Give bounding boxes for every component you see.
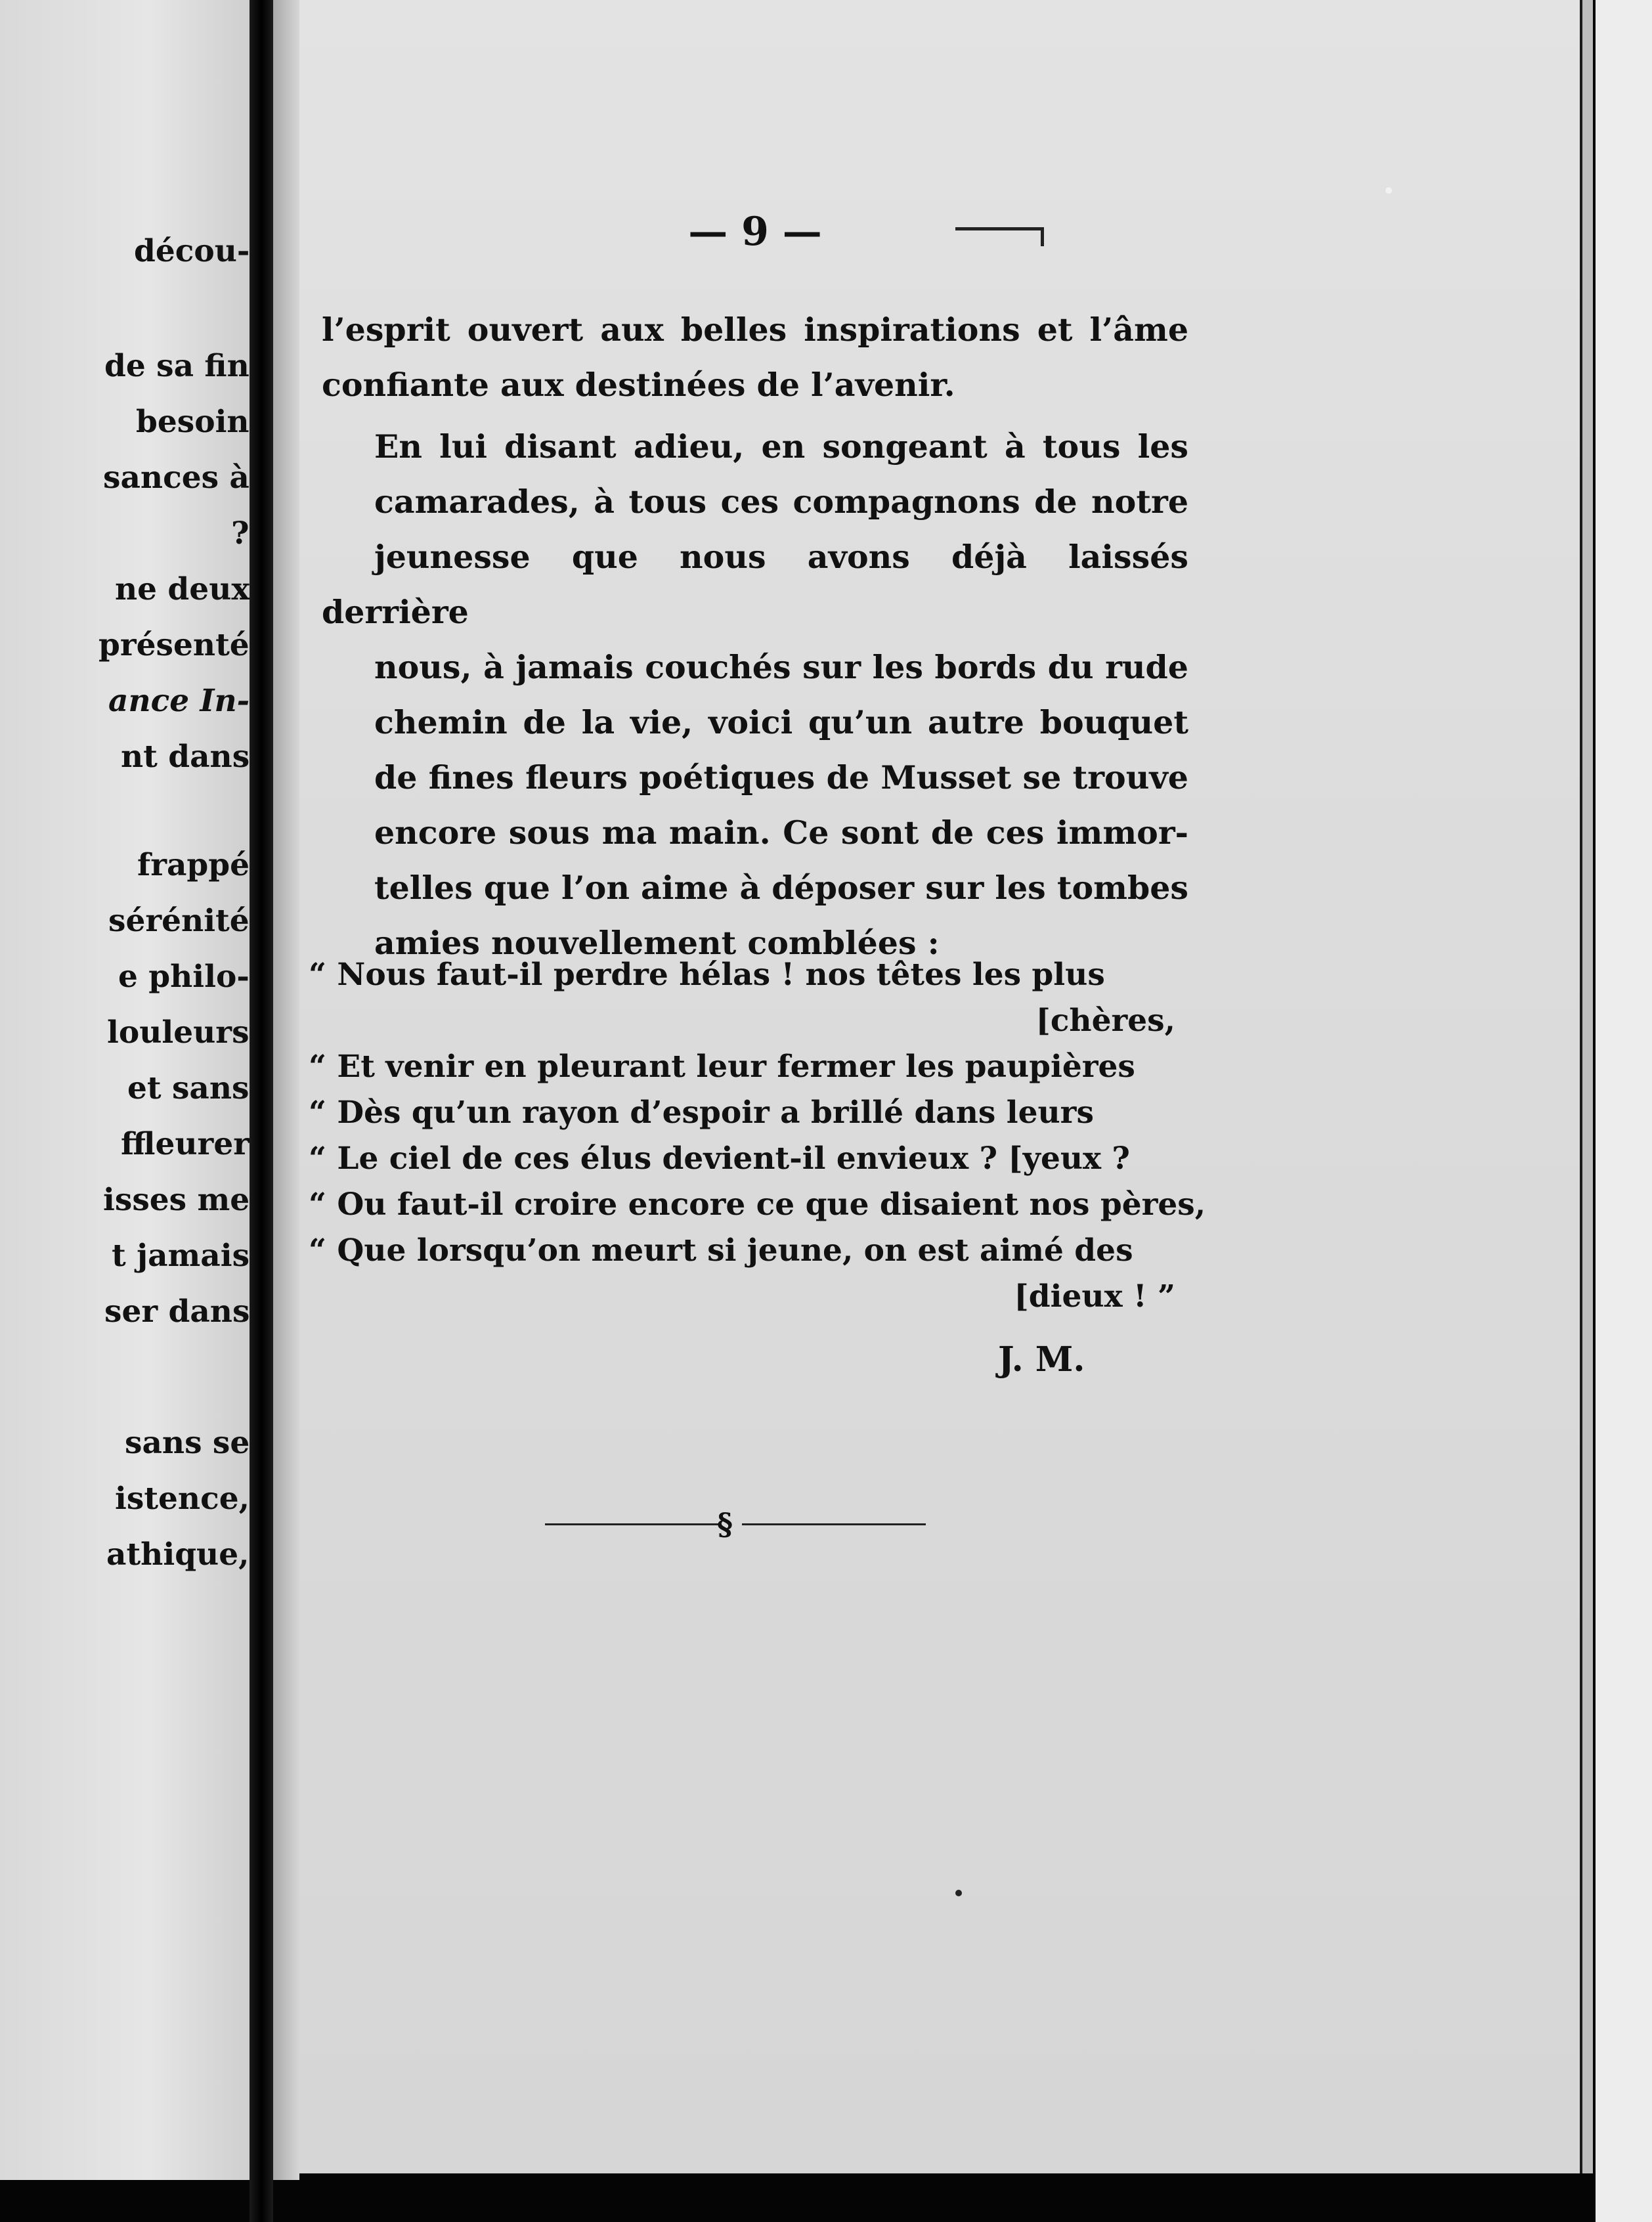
- paper-speck: [1385, 187, 1392, 194]
- verse-line: “ Le ciel de ces élus devient-il envieux ? [yeux ?: [309, 1141, 1130, 1177]
- verse-line: “ Que lorsqu’on meurt si jeune, on est aimé des: [309, 1232, 1133, 1269]
- body-text: [322, 302, 1188, 970]
- previous-page-line: décou-: [134, 233, 250, 269]
- ink-speck: [955, 1890, 962, 1896]
- text-line: chemin de la vie, voici qu’un autre bouquet: [374, 703, 1188, 741]
- text-line: de fines fleurs poétiques de Musset se trouve: [374, 758, 1188, 796]
- previous-page-line: sans se: [125, 1425, 250, 1461]
- text-line: camarades, à tous ces compagnons de notre: [374, 483, 1188, 521]
- previous-page-line: ?: [231, 515, 250, 552]
- text-line: jeunesse que nous avons déjà laissés derrière: [322, 538, 1188, 631]
- previous-page-line: ffleurer: [121, 1126, 250, 1162]
- previous-page-line: ser dans: [104, 1294, 250, 1330]
- previous-page-line: athique,: [106, 1536, 250, 1573]
- text-line: telles que l’on aime à déposer sur les tombes: [374, 869, 1189, 907]
- previous-page-line: isses me: [103, 1182, 250, 1218]
- ornament-rule-left: [545, 1523, 719, 1525]
- printer-mark: [955, 227, 1044, 246]
- previous-page-line: de sa fin: [104, 348, 250, 384]
- gutter-shadow: [273, 0, 299, 2180]
- previous-page-line: présenté: [98, 627, 250, 663]
- verse-line: “ Nous faut-il perdre hélas ! nos têtes les plus: [309, 957, 1105, 993]
- paragraph-2: [322, 419, 1188, 970]
- page-edge: [1580, 0, 1593, 2173]
- book-gutter: [250, 0, 273, 2222]
- author-signature: J. M.: [998, 1340, 1085, 1380]
- text-line: amies nouvellement comblées :: [374, 924, 940, 962]
- ornament-rule-right: [742, 1523, 926, 1525]
- previous-page-line: frappé: [137, 847, 250, 883]
- text-line: En lui disant adieu, en songeant à tous les: [374, 427, 1188, 466]
- text-line: nous, à jamais couchés sur les bords du rude: [374, 648, 1188, 686]
- verse-line: “ Dès qu’un rayon d’espoir a brillé dans leurs: [309, 1095, 1094, 1131]
- previous-page-line: et sans: [127, 1070, 250, 1106]
- poem-quotation: [309, 952, 1206, 1320]
- previous-page-line: istence,: [115, 1481, 250, 1517]
- paragraph-1: [322, 302, 1188, 412]
- scan-margin: [1596, 0, 1652, 2222]
- previous-page-line: t jamais: [112, 1238, 250, 1274]
- previous-page-line: nt dans: [121, 739, 250, 775]
- previous-page-fragment: [0, 0, 250, 2180]
- previous-page-line: e philo-: [118, 959, 250, 995]
- verse-line: “ Et venir en pleurant leur fermer les paupières: [309, 1049, 1135, 1085]
- previous-page-line: sérénité: [108, 903, 250, 939]
- ornament-knot-icon: §: [717, 1506, 733, 1542]
- previous-page-line: louleurs: [107, 1014, 250, 1051]
- previous-page-line: ne deux: [115, 571, 250, 607]
- previous-page-line: besoin: [136, 404, 250, 440]
- closing-ornament: [545, 1506, 926, 1542]
- previous-page-line: ance In-: [108, 683, 250, 719]
- text-line: l’esprit ouvert aux belles inspirations et l’âme: [322, 311, 1188, 349]
- page-number: — 9 —: [688, 209, 822, 255]
- text-line: confiante aux destinées de l’avenir.: [322, 366, 955, 404]
- previous-page-line: sances à: [103, 460, 250, 496]
- verse-line: “ Ou faut-il croire encore ce que disaient nos pères,: [309, 1187, 1206, 1223]
- verse-turnover: [chères,: [1035, 1003, 1175, 1039]
- text-line: encore sous ma main. Ce sont de ces immor-: [374, 814, 1188, 852]
- verse-turnover: [dieux ! ”: [1014, 1278, 1175, 1315]
